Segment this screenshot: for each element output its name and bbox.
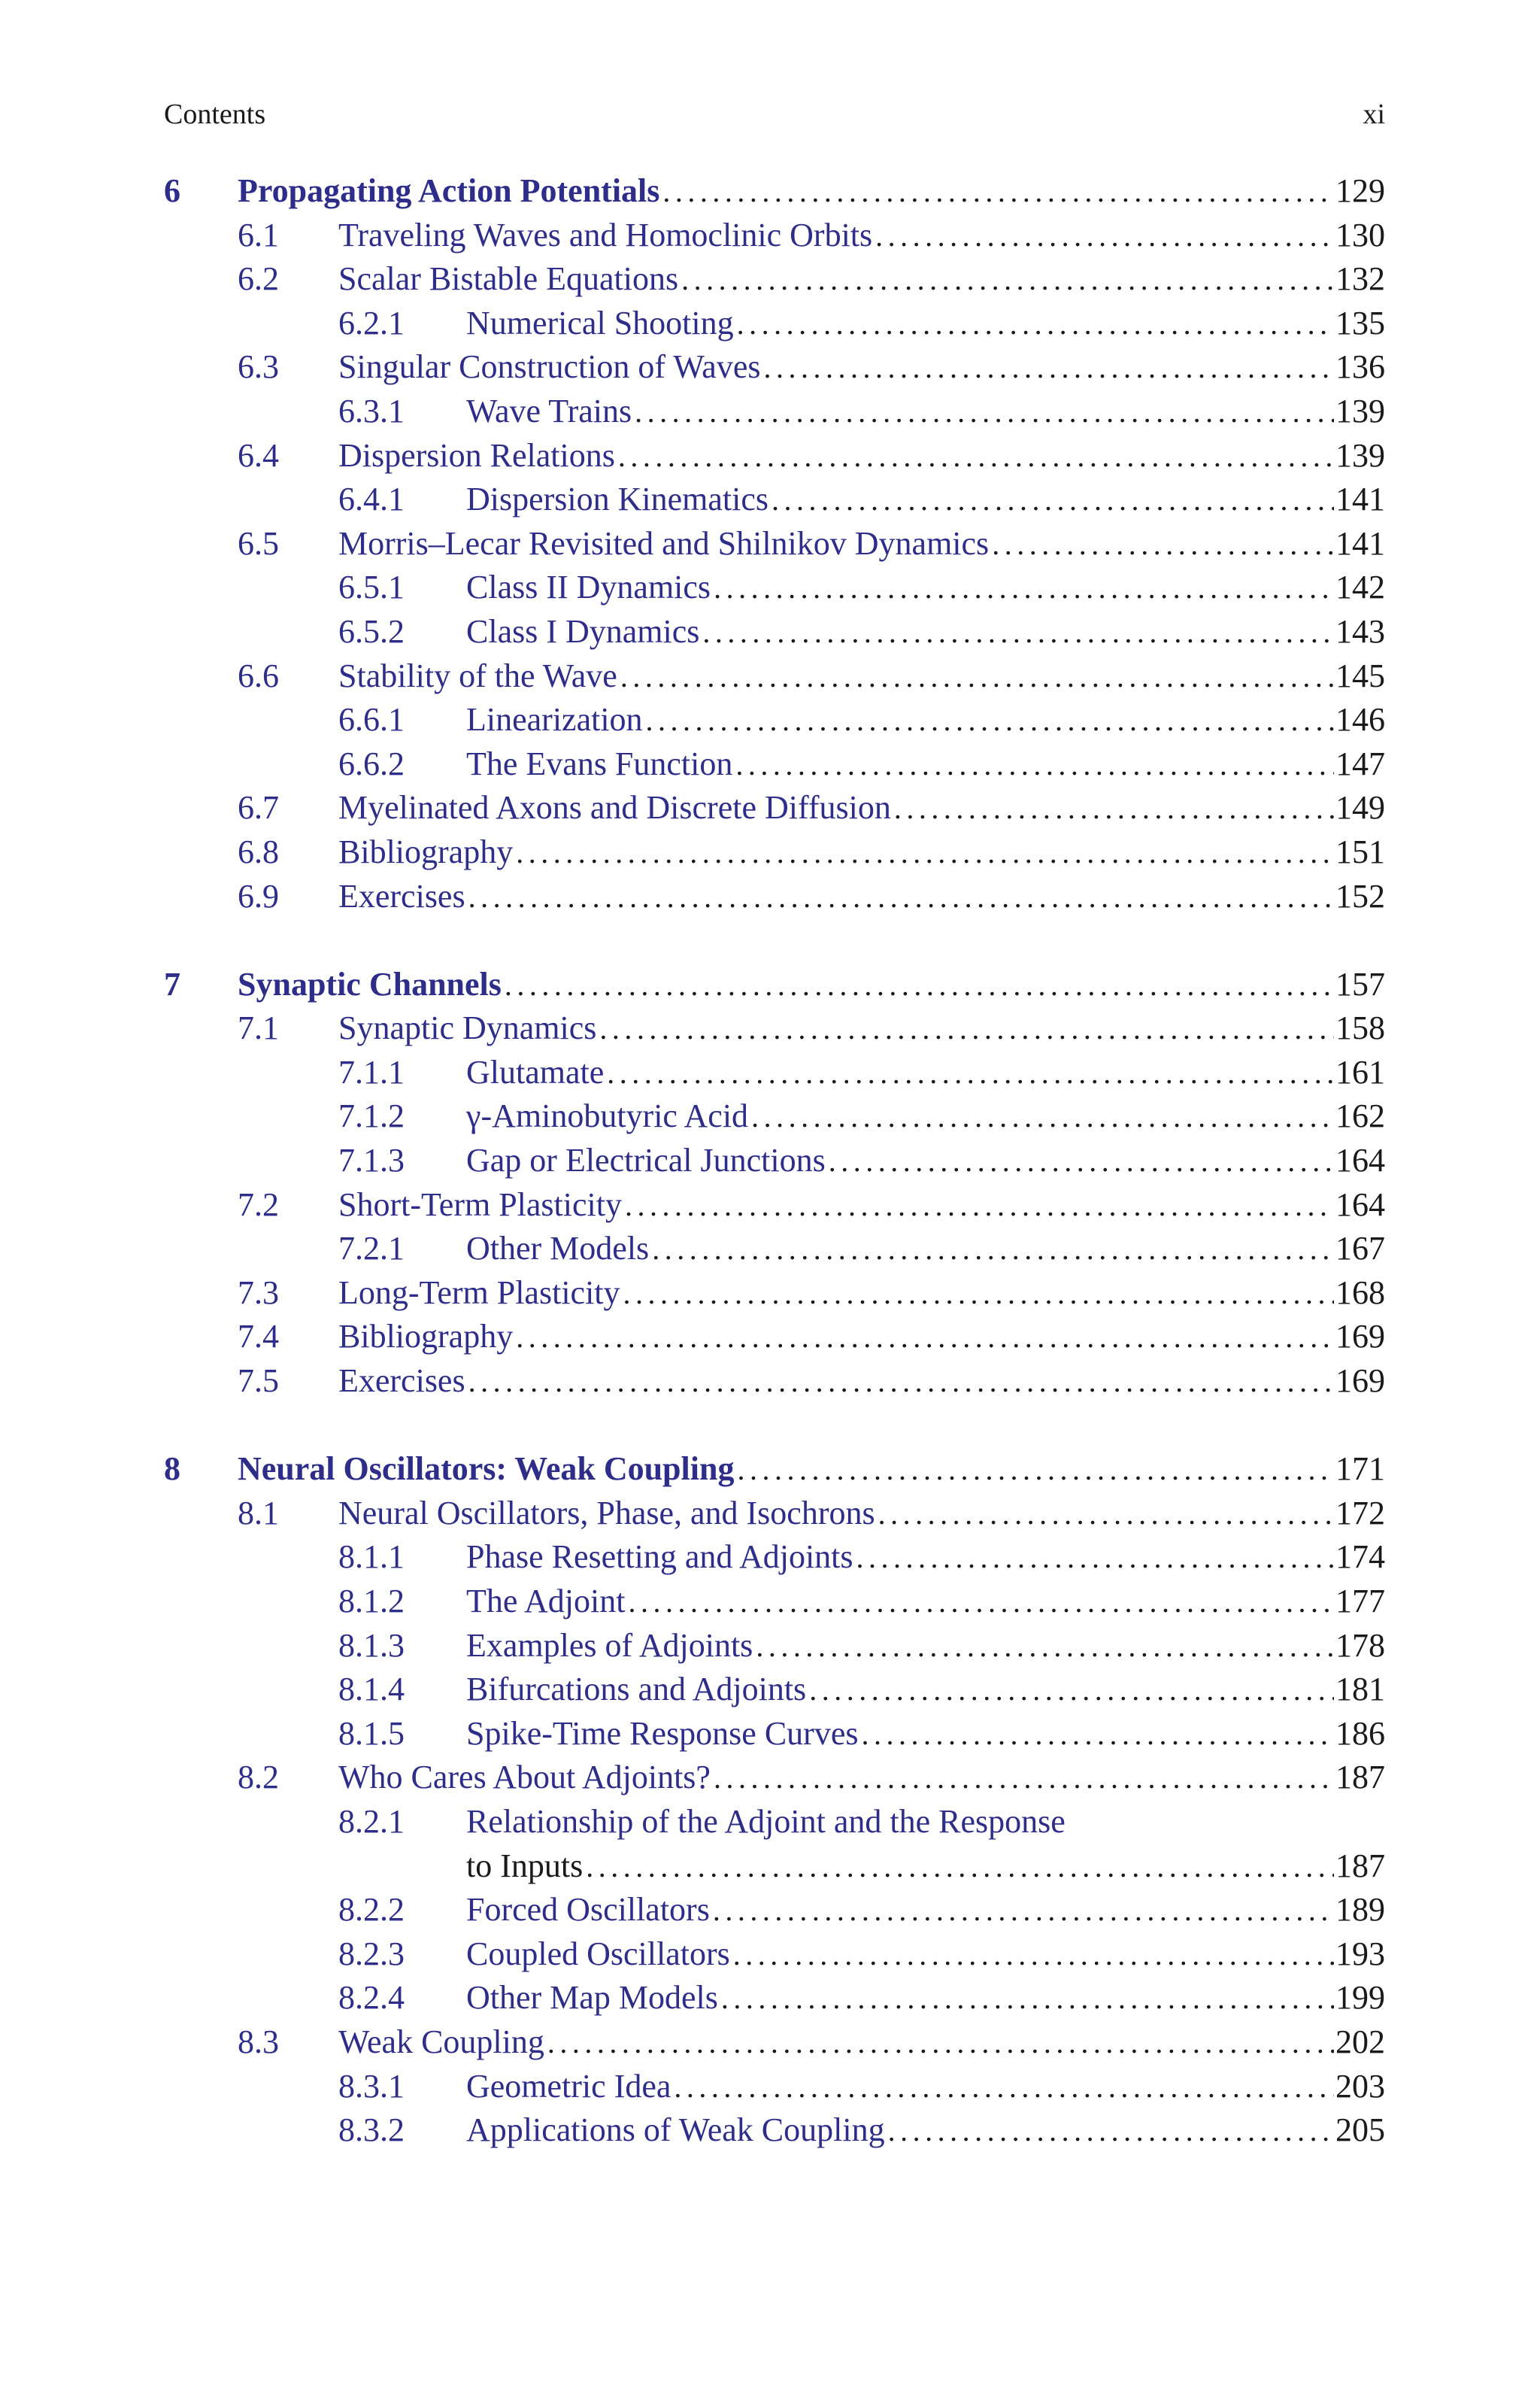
toc-dot-leader (652, 1230, 1334, 1269)
toc-section-entry[interactable] (164, 1317, 1385, 1361)
toc-entry-title: Glutamate (466, 1053, 605, 1091)
toc-entry-title: Relationship of the Adjoint and the Response (466, 1802, 1066, 1840)
toc-dot-leader (888, 2111, 1334, 2151)
toc-subsection-entry[interactable] (164, 1053, 1385, 1097)
toc-dot-leader (733, 1935, 1334, 1974)
toc-dot-leader (505, 966, 1334, 1005)
toc-chapter-entry[interactable] (164, 1449, 1385, 1494)
toc-entry-line (466, 1582, 1385, 1622)
toc-page-number: 172 (1335, 1494, 1385, 1531)
toc-page-number: 168 (1335, 1273, 1385, 1311)
toc-entry-title: Morris–Lecar Revisited and Shilnikov Dynamics (338, 524, 990, 562)
toc-subsection-entry[interactable] (164, 1626, 1385, 1671)
toc-entry-title: Numerical Shooting (466, 304, 734, 341)
toc-entry-number: 6.4.1 (338, 481, 405, 518)
toc-page-number: 167 (1335, 1230, 1385, 1267)
toc-entry-number: 6.9 (238, 877, 279, 915)
toc-dot-leader (737, 305, 1334, 344)
toc-entry-number: 7.4 (238, 1318, 279, 1355)
toc-entry-title: The Adjoint (466, 1583, 626, 1619)
toc-page-number: 132 (1335, 260, 1385, 298)
toc-entry-number: 8.1.2 (338, 1583, 405, 1619)
toc-entry-number: 7.2.1 (338, 1230, 405, 1267)
toc-dot-leader (620, 657, 1334, 697)
toc-subsection-entry[interactable] (164, 1714, 1385, 1759)
toc-entry-number: 6.3.1 (338, 392, 405, 430)
toc-entry-line (338, 788, 1385, 828)
toc-entry-number: 8.2.3 (338, 1935, 405, 1972)
toc-page-number: 142 (1335, 569, 1385, 606)
toc-entry-title: Examples of Adjoints (466, 1626, 753, 1664)
toc-entry-number: 7.5 (238, 1362, 279, 1400)
toc-dot-leader (628, 1583, 1334, 1622)
toc-entry-line (338, 1273, 1385, 1313)
toc-entry-line (466, 1229, 1385, 1269)
toc-subsection-entry[interactable] (164, 1537, 1385, 1582)
toc-entry-title: Other Models (466, 1230, 650, 1267)
toc-entry-line (466, 1626, 1385, 1666)
toc-entry-line (466, 2067, 1385, 2107)
toc-subsection-entry[interactable] (164, 2067, 1385, 2111)
toc-page-number: 139 (1335, 392, 1385, 430)
toc-section-entry[interactable] (164, 1758, 1385, 1802)
toc-entry-line (466, 700, 1385, 740)
toc-page-number: 135 (1335, 304, 1385, 341)
toc-dot-leader (713, 1891, 1334, 1930)
toc-page-number: 199 (1335, 1979, 1385, 2017)
toc-page-number: 158 (1335, 1009, 1385, 1047)
toc-entry-title: Applications of Weak Coupling (466, 2111, 885, 2149)
toc-entry-title: Who Cares About Adjoints? (338, 1759, 711, 1796)
toc-page-number: 151 (1335, 833, 1385, 870)
toc-page-number: 164 (1335, 1142, 1385, 1179)
toc-section-entry[interactable] (164, 436, 1385, 481)
toc-section-entry[interactable] (164, 877, 1385, 921)
running-head-title: Contents (164, 99, 266, 130)
toc-dot-leader (751, 1097, 1334, 1137)
toc-entry-title: Bibliography (338, 833, 514, 870)
toc-dot-leader (468, 1362, 1334, 1401)
toc-entry-number: 8.1.4 (338, 1671, 405, 1708)
toc-entry-number: 8.2.2 (338, 1891, 405, 1929)
toc-entry-line (338, 348, 1385, 387)
toc-entry-line (338, 1009, 1385, 1049)
toc-dot-leader (618, 437, 1334, 476)
toc-dot-leader (586, 1847, 1334, 1886)
toc-section-entry[interactable] (164, 260, 1385, 304)
toc-entry-number: 8.1 (238, 1494, 279, 1531)
toc-dot-leader (862, 1715, 1335, 1754)
toc-entry-number: 6.1 (238, 216, 279, 253)
toc-dot-leader (625, 1186, 1334, 1225)
toc-page-number: 169 (1335, 1318, 1385, 1355)
toc-subsection-entry[interactable] (164, 1670, 1385, 1714)
toc-entry-number: 8.2.1 (338, 1802, 405, 1840)
toc-dot-leader (809, 1671, 1334, 1710)
toc-entry-number: 7.2 (238, 1185, 279, 1223)
toc-entry-line (466, 1847, 1385, 1886)
toc-dot-leader (516, 833, 1334, 873)
toc-page-number: 186 (1335, 1714, 1385, 1752)
toc-page-number: 205 (1335, 2111, 1385, 2149)
toc-dot-leader (992, 525, 1334, 564)
toc-dot-leader (635, 393, 1334, 432)
toc-page-number: 181 (1335, 1671, 1385, 1708)
toc-dot-leader (737, 1450, 1334, 1489)
toc-entry-line (338, 1185, 1385, 1225)
toc-entry-title: Bibliography (338, 1318, 514, 1355)
toc-entry-line (466, 1537, 1385, 1577)
toc-dot-leader (547, 2023, 1334, 2063)
toc-subsection-entry[interactable] (164, 392, 1385, 436)
toc-entry-title: Singular Construction of Waves (338, 348, 761, 386)
toc-entry-line (466, 2111, 1385, 2151)
toc-entry-line (238, 171, 1385, 211)
toc-subsection-entry[interactable] (164, 1935, 1385, 1979)
toc-entry-number: 8 (164, 1450, 180, 1488)
toc-entry-number: 7.1.1 (338, 1053, 405, 1091)
toc-entry-title: Weak Coupling (338, 2023, 544, 2060)
toc-entry-line (238, 965, 1385, 1005)
toc-subsection-entry[interactable] (164, 1097, 1385, 1141)
toc-page-number: 152 (1335, 877, 1385, 915)
toc-entry-line (466, 1670, 1385, 1710)
toc-subsection-entry[interactable] (164, 700, 1385, 745)
toc-entry-number: 8.1.3 (338, 1626, 405, 1664)
toc-dot-leader (856, 1538, 1334, 1577)
toc-dot-leader (623, 1274, 1334, 1313)
toc-entry-title: Gap or Electrical Junctions (466, 1142, 826, 1179)
toc-dot-leader (735, 745, 1334, 785)
toc-section-entry[interactable] (164, 1273, 1385, 1318)
toc-dot-leader (714, 1759, 1334, 1798)
toc-entry-line (466, 1978, 1385, 2018)
toc-section-entry[interactable] (164, 833, 1385, 877)
toc-entry-title: Traveling Waves and Homoclinic Orbits (338, 216, 873, 253)
toc-entry-title: The Evans Function (466, 745, 733, 782)
toc-entry-title: Phase Resetting and Adjoints (466, 1538, 853, 1576)
toc-dot-leader (829, 1142, 1334, 1181)
toc-entry-number: 7.3 (238, 1273, 279, 1311)
toc-entry-title: to Inputs (466, 1847, 584, 1884)
toc-entry-line (466, 1890, 1385, 1930)
toc-entry-number: 7.1 (238, 1009, 279, 1047)
toc-entry-number: 8.3.1 (338, 2067, 405, 2105)
toc-dot-leader (646, 701, 1334, 740)
toc-entry-title: Other Map Models (466, 1979, 718, 2017)
toc-entry-number: 6.2 (238, 260, 279, 298)
toc-entry-title: Forced Oscillators (466, 1891, 710, 1929)
toc-page-number: 187 (1335, 1759, 1385, 1796)
toc-page-number: 136 (1335, 348, 1385, 386)
toc-entry-number: 6 (164, 172, 180, 209)
toc-entry-number: 8.1.5 (338, 1714, 405, 1752)
toc-entry-line (238, 1449, 1385, 1489)
toc-entry-title: Neural Oscillators, Phase, and Isochrons (338, 1494, 875, 1531)
toc-page-number: 203 (1335, 2067, 1385, 2105)
toc-dot-leader (772, 481, 1334, 520)
toc-section-entry[interactable] (164, 348, 1385, 392)
toc-entry-line (338, 657, 1385, 697)
toc-page-number: 187 (1335, 1847, 1385, 1884)
toc-entry-line (466, 392, 1385, 432)
toc-page-number: 146 (1335, 701, 1385, 739)
toc-entry-number: 7.1.2 (338, 1097, 405, 1135)
toc-page-number: 143 (1335, 612, 1385, 650)
toc-page-number: 145 (1335, 657, 1385, 694)
toc-page-number: 189 (1335, 1891, 1385, 1929)
toc-dot-leader (714, 569, 1334, 608)
toc-section-entry[interactable] (164, 1185, 1385, 1230)
toc-entry-line (338, 524, 1385, 564)
toc-entry-title: Stability of the Wave (338, 657, 617, 694)
toc-entry-line (466, 480, 1385, 520)
toc-entry-line (338, 833, 1385, 873)
toc-entry-number: 7.1.3 (338, 1142, 405, 1179)
toc-page-number: 169 (1335, 1362, 1385, 1400)
toc-page-number: 178 (1335, 1626, 1385, 1664)
toc-entry-number: 8.3 (238, 2023, 279, 2060)
toc-dot-leader (607, 1054, 1334, 1093)
toc-page-number: 164 (1335, 1185, 1385, 1223)
toc-subsection-entry[interactable] (164, 745, 1385, 789)
toc-entry-title: Coupled Oscillators (466, 1935, 730, 1972)
toc-section-entry[interactable] (164, 216, 1385, 260)
toc-page-number: 141 (1335, 524, 1385, 562)
toc-page-number: 130 (1335, 216, 1385, 253)
toc-entry-title: Synaptic Channels (238, 965, 502, 1003)
toc-entry-number: 6.3 (238, 348, 279, 386)
toc-subsection-entry[interactable] (164, 1802, 1385, 1847)
toc-entry-number: 6.6.2 (338, 745, 405, 782)
toc-entry-number: 6.2.1 (338, 304, 405, 341)
toc-entry-title: Class II Dynamics (466, 569, 711, 606)
toc-entry-number: 8.2.4 (338, 1979, 405, 2017)
toc-entry-title: Wave Trains (466, 392, 632, 430)
toc-subsection-entry[interactable] (164, 304, 1385, 348)
toc-subsection-entry[interactable] (164, 1582, 1385, 1626)
toc-subsection-entry[interactable] (164, 1847, 1385, 1891)
toc-page-number: 149 (1335, 789, 1385, 827)
toc-chapter-entry[interactable] (164, 171, 1385, 216)
toc-entry-title: Propagating Action Potentials (238, 172, 660, 209)
toc-dot-leader (756, 1627, 1334, 1666)
toc-entry-line (338, 436, 1385, 476)
toc-entry-number: 6.5.2 (338, 612, 405, 650)
toc-entry-line (466, 1053, 1385, 1093)
toc-entry-title: Class I Dynamics (466, 612, 700, 650)
toc-entry-line (338, 260, 1385, 299)
toc-entry-title: Dispersion Kinematics (466, 481, 769, 518)
toc-section-entry[interactable] (164, 788, 1385, 833)
toc-entry-line (466, 1097, 1385, 1137)
toc-entry-title: Exercises (338, 877, 465, 915)
toc-entry-number: 7 (164, 965, 180, 1003)
toc-entry-number: 8.1.1 (338, 1538, 405, 1576)
toc-page-number: 174 (1335, 1538, 1385, 1576)
toc-entry-title: Scalar Bistable Equations (338, 260, 679, 298)
toc-dot-leader (681, 260, 1334, 299)
toc-dot-leader (763, 348, 1334, 387)
toc-dot-leader (468, 878, 1334, 917)
toc-entry-number: 8.2 (238, 1759, 279, 1796)
toc-entry-title: Bifurcations and Adjoints (466, 1671, 807, 1708)
toc-page-number: 193 (1335, 1935, 1385, 1972)
toc-section-entry[interactable] (164, 524, 1385, 569)
toc-page-number: 177 (1335, 1583, 1385, 1619)
toc-entry-title: Myelinated Axons and Discrete Diffusion (338, 789, 891, 827)
toc-entry-number: 6.5 (238, 524, 279, 562)
page-number-roman: xi (1363, 99, 1385, 130)
toc-entry-title: Synaptic Dynamics (338, 1009, 597, 1047)
toc-entry-number: 6.7 (238, 789, 279, 827)
toc-entry-line (466, 568, 1385, 608)
toc-entry-line (338, 1494, 1385, 1534)
toc-page-number: 162 (1335, 1097, 1385, 1135)
toc-page-number: 129 (1335, 172, 1385, 209)
toc-entry-line (338, 2023, 1385, 2063)
toc-chapter-entry[interactable] (164, 965, 1385, 1009)
toc-entry-line (466, 1141, 1385, 1181)
toc-entry-line (466, 612, 1385, 652)
toc-entry-line (338, 216, 1385, 256)
toc-entry-line (338, 877, 1385, 917)
toc-entry-line (338, 1317, 1385, 1357)
table-of-contents (164, 171, 1385, 2155)
toc-subsection-entry[interactable] (164, 612, 1385, 657)
toc-entry-title: Geometric Idea (466, 2067, 671, 2105)
toc-page-number: 139 (1335, 436, 1385, 474)
toc-entry-title: Neural Oscillators: Weak Coupling (238, 1450, 735, 1488)
toc-entry-number: 6.5.1 (338, 569, 405, 606)
toc-entry-title: Long-Term Plasticity (338, 1273, 620, 1311)
toc-dot-leader (721, 1979, 1334, 2018)
toc-entry-line (466, 1802, 1385, 1841)
toc-dot-leader (702, 613, 1334, 652)
toc-section-entry[interactable] (164, 1494, 1385, 1538)
toc-entry-line (338, 1758, 1385, 1798)
toc-entry-line (338, 1361, 1385, 1401)
toc-entry-title: Linearization (466, 701, 643, 739)
toc-entry-line (466, 304, 1385, 344)
toc-entry-number: 6.4 (238, 436, 279, 474)
toc-entry-title: Dispersion Relations (338, 436, 615, 474)
toc-page-number: 202 (1335, 2023, 1385, 2060)
toc-entry-title: Exercises (338, 1362, 465, 1400)
toc-page-number: 157 (1335, 965, 1385, 1003)
toc-entry-number: 6.6.1 (338, 701, 405, 739)
toc-subsection-entry[interactable] (164, 1229, 1385, 1273)
toc-subsection-entry[interactable] (164, 2111, 1385, 2155)
toc-dot-leader (878, 1495, 1334, 1534)
toc-dot-leader (599, 1009, 1334, 1049)
toc-entry-title: γ-Aminobutyric Acid (466, 1097, 749, 1135)
toc-page-number: 171 (1335, 1450, 1385, 1488)
toc-section-entry[interactable] (164, 2023, 1385, 2067)
toc-entry-number: 6.6 (238, 657, 279, 694)
toc-dot-leader (875, 217, 1334, 256)
toc-subsection-entry[interactable] (164, 1890, 1385, 1935)
toc-page-number: 147 (1335, 745, 1385, 782)
toc-dot-leader (894, 789, 1334, 828)
toc-entry-title: Short-Term Plasticity (338, 1185, 622, 1223)
toc-subsection-entry[interactable] (164, 1978, 1385, 2023)
toc-dot-leader (662, 172, 1334, 211)
toc-section-entry[interactable] (164, 1361, 1385, 1406)
toc-subsection-entry[interactable] (164, 568, 1385, 612)
toc-entry-number: 6.8 (238, 833, 279, 870)
toc-entry-line (466, 1935, 1385, 1974)
toc-dot-leader (674, 2068, 1334, 2107)
toc-section-entry[interactable] (164, 657, 1385, 701)
toc-dot-leader (516, 1318, 1334, 1357)
toc-subsection-entry[interactable] (164, 1141, 1385, 1185)
toc-section-entry[interactable] (164, 1009, 1385, 1053)
running-head (164, 92, 1385, 137)
toc-entry-line (466, 745, 1385, 785)
toc-subsection-entry[interactable] (164, 480, 1385, 524)
toc-page-number: 141 (1335, 481, 1385, 518)
toc-entry-title: Spike-Time Response Curves (466, 1714, 859, 1752)
toc-entry-line (466, 1714, 1385, 1754)
toc-entry-number: 8.3.2 (338, 2111, 405, 2149)
toc-page-number: 161 (1335, 1053, 1385, 1091)
